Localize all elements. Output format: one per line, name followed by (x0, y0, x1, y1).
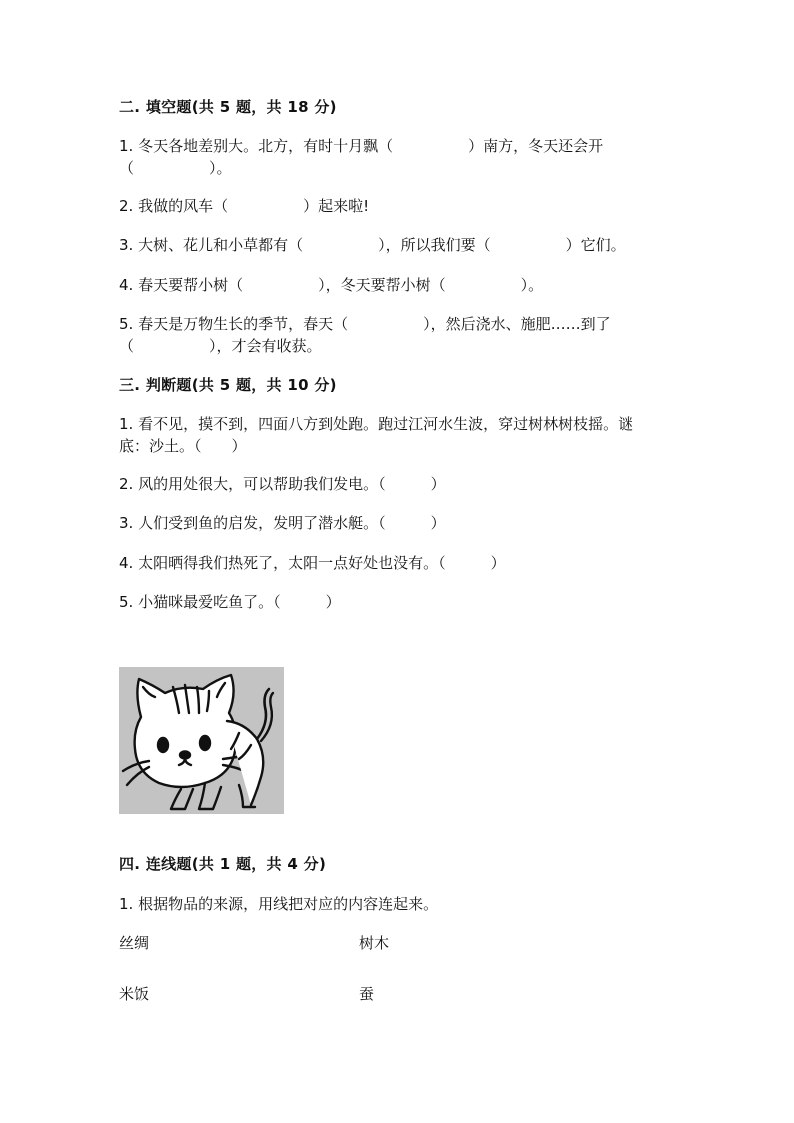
question-text: 底：沙土。（ ） (119, 437, 247, 455)
question-text: 1. 看不见，摸不到，四面八方到处跑。跑过江河水生波，穿过树林树枝摇。谜 (119, 415, 634, 433)
section-heading-fill-blank: 二. 填空题(共 5 题，共 18 分) (119, 98, 337, 116)
match-right-item[interactable]: 蚕 (359, 985, 375, 1003)
section-heading-matching: 四. 连线题(共 1 题，共 4 分) (119, 855, 327, 873)
question-text: 4. 太阳晒得我们热死了，太阳一点好处也没有。（ ） (119, 554, 506, 572)
question-text: （ ），才会有收获。 (119, 337, 322, 355)
question-text: 5. 春天是万物生长的季节，春天（ ），然后浇水、施肥……到了 (119, 315, 611, 333)
question-text: 4. 春天要帮小树（ ），冬天要帮小树（ ）。 (119, 276, 544, 294)
section-heading-true-false: 三. 判断题(共 5 题，共 10 分) (119, 376, 337, 394)
cat-drawing-icon (119, 667, 284, 814)
match-left-item[interactable]: 米饭 (119, 985, 150, 1003)
question-text: 3. 大树、花儿和小草都有（ ），所以我们要（ ）它们。 (119, 236, 626, 254)
question-text: 2. 风的用处很大，可以帮助我们发电。（ ） (119, 475, 446, 493)
question-text: （ ）。 (119, 159, 232, 177)
match-left-item[interactable]: 丝绸 (119, 934, 150, 952)
question-text: 1. 冬天各地差别大。北方，有时十月飘（ ）南方，冬天还会开 (119, 137, 604, 155)
question-text: 1. 根据物品的来源，用线把对应的内容连起来。 (119, 895, 439, 913)
question-text: 3. 人们受到鱼的启发，发明了潜水艇。（ ） (119, 514, 446, 532)
question-text: 2. 我做的风车（ ）起来啦! (119, 197, 370, 215)
question-text: 5. 小猫咪最爱吃鱼了。（ ） (119, 593, 341, 611)
match-right-item[interactable]: 树木 (359, 934, 390, 952)
